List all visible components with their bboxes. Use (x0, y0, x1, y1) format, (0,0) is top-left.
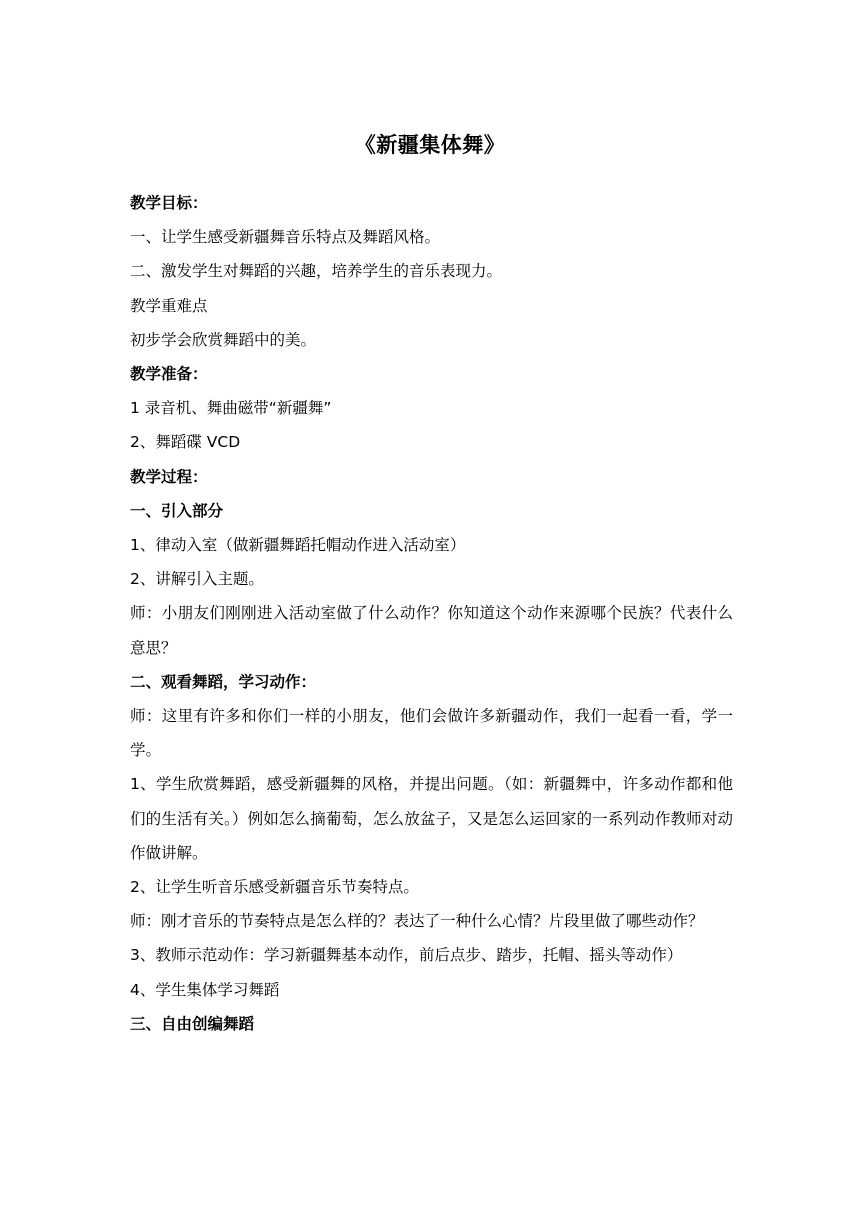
heading-key-difficulties: 教学重难点 (130, 296, 208, 315)
preparation-item-1: 1 录音机、舞曲磁带“新疆舞” (130, 399, 332, 418)
preparation-item-2: 2、舞蹈碟 VCD (130, 433, 241, 452)
teacher-question-3: 师：刚才音乐的节奏特点是怎么样的？表达了一种什么心情？片段里做了哪些动作？ (130, 912, 704, 931)
teacher-speech-2: 师：这里有许多和你们一样的小朋友，他们会做许多新疆动作，我们一起看一看，学一学。 (130, 707, 733, 760)
learn-step-4: 4、学生集体学习舞蹈 (130, 980, 280, 999)
section-heading-introduction: 一、引入部分 (130, 501, 224, 520)
learn-step-1: 1、学生欣赏舞蹈，感受新疆舞的风格，并提出问题。（如：新疆舞中，许多动作都和他们的生活有关。）例如怎么摘葡萄，怎么放盆子，又是怎么运回家的一系列动作教师对动作做讲解。 (130, 775, 733, 862)
intro-step-2: 2、讲解引入主题。 (130, 570, 264, 589)
goal-item-1: 一、让学生感受新疆舞音乐特点及舞蹈风格。 (130, 228, 441, 247)
goal-item-2: 二、激发学生对舞蹈的兴趣，培养学生的音乐表现力。 (130, 262, 503, 281)
document-body (130, 186, 733, 1041)
section-heading-watch-and-learn: 二、观看舞蹈，学习动作： (130, 672, 317, 691)
document-title: 《新疆集体舞》 (354, 133, 506, 157)
heading-teaching-preparation: 教学准备： (130, 365, 208, 384)
intro-step-1: 1、律动入室（做新疆舞蹈托帽动作进入活动室） (130, 536, 466, 555)
heading-teaching-goals: 教学目标： (130, 194, 208, 212)
key-difficulty-text: 初步学会欣赏舞蹈中的美。 (130, 330, 317, 349)
learn-step-3: 3、教师示范动作：学习新疆舞基本动作，前后点步、踏步，托帽、摇头等动作） (130, 946, 683, 965)
teacher-question-1: 师：小朋友们刚刚进入活动室做了什么动作？你知道这个动作来源哪个民族？代表什么意思？ (130, 604, 733, 657)
section-heading-free-creation: 三、自由创编舞蹈 (130, 1014, 255, 1033)
learn-step-2: 2、让学生听音乐感受新疆音乐节奏特点。 (130, 878, 419, 897)
heading-teaching-process: 教学过程： (130, 467, 208, 486)
